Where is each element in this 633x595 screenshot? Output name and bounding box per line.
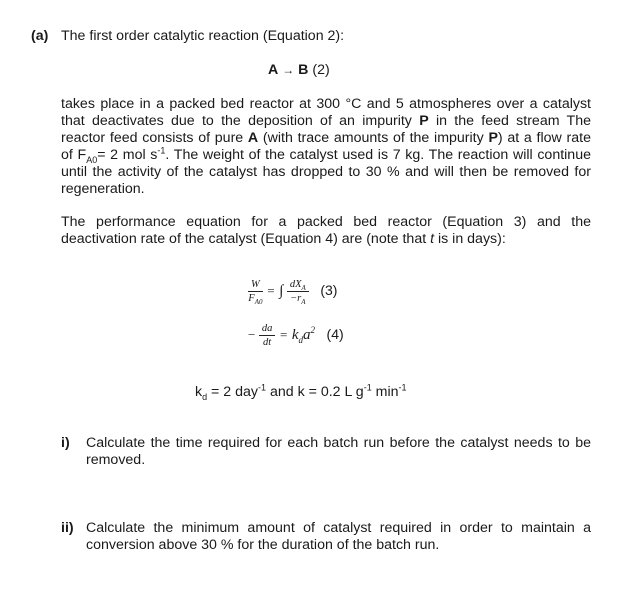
- equation-4: − $\frac{da}{dt}$ = $k_da^2$ (4): [248, 323, 344, 348]
- product: B: [298, 62, 309, 78]
- eq4-fraction: $\frac{da}{dt}$: [259, 322, 276, 349]
- performance-paragraph: The performance equation for a packed bed reactor (Equation 3) and the deactivation rate of the catalyst (Equation 4) are (note that t is in days):: [61, 214, 591, 247]
- part-i-text: Calculate the time required for each batch run before the catalyst needs to be removed.: [86, 435, 591, 468]
- part-i-label: i): [61, 435, 70, 451]
- description-paragraph: takes place in a packed bed reactor at 300 °C and 5 atmospheres over a catalyst that deactivates due to the deposition of an impurity P in the feed stream The reactor feed consists of pure A (with trace amounts of the impurity P) at a flow rate of $F_{A0}= 2$ mol $s^{-1}$. The weight of the catalyst used is 7 kg. The reaction will continue until the activity of the catalyst has dropped to 30 % and will then be removed for regeneration.: [61, 96, 592, 197]
- part-ii-text: Calculate the minimum amount of catalyst required in order to maintain a conversion above 30 % for the duration of the batch run.: [86, 520, 591, 553]
- constants-line: $k_d = 2$ day$^{-1}$ and k = 0.2 L $g^{-1}$ $\min^{-1}$: [195, 382, 407, 402]
- reaction-equation: [268, 62, 330, 78]
- eq3-rhs-fraction: $\frac{dX_A}{-r_A}$: [287, 278, 309, 305]
- reaction-arrow: →: [282, 63, 295, 77]
- reactant: A: [268, 62, 279, 78]
- question-label: (a): [31, 28, 49, 44]
- equation-number-2: (2): [312, 62, 330, 78]
- equation-3: $\frac{W}{F_{A0}}$ = ∫ $\frac{dX_A}{-r_A}$ (3): [248, 279, 338, 307]
- equation-number-4: (4): [326, 325, 344, 342]
- eq3-lhs-fraction: $\frac{W}{F_{A0}}$: [248, 279, 263, 307]
- integral-sign: ∫: [279, 282, 284, 299]
- part-ii-label: ii): [61, 520, 74, 536]
- equation-number-3: (3): [320, 281, 338, 298]
- question-intro: The first order catalytic reaction (Equation 2):: [61, 28, 345, 44]
